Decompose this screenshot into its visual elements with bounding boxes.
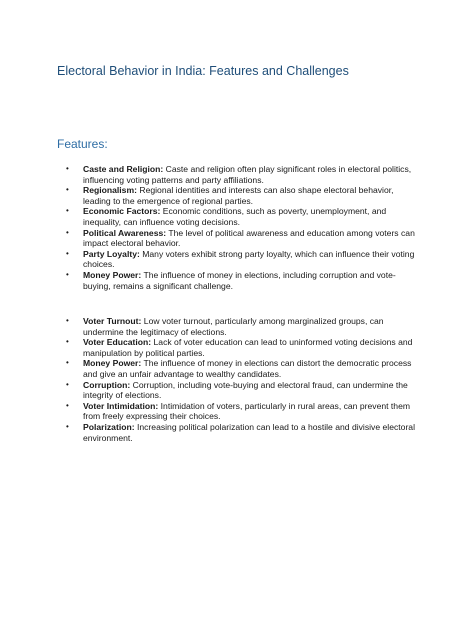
item-text: The influence of money in elections can distort the democratic process and give an unfair advantage to wealthy candidates. — [83, 358, 412, 379]
list-item — [66, 358, 416, 379]
item-text: Lack of voter education can lead to uninformed voting decisions and manipulation by political parties. — [83, 337, 413, 358]
item-term: Voter Education: — [83, 337, 152, 348]
list-item — [66, 337, 416, 358]
list-item — [66, 422, 416, 443]
bullet-icon: • — [66, 421, 69, 431]
item-term: Caste and Religion: — [83, 164, 164, 174]
challenges-list — [66, 316, 416, 443]
item-text: Caste and religion often play significant roles in electoral politics, influencing voting patterns and party affiliations. — [83, 164, 412, 185]
item-text: Low voter turnout, particularly among marginalized groups, can undermine the legitimacy of elections. — [83, 316, 384, 337]
item-text: The influence of money in elections, including corruption and vote-buying, remains a significant challenge. — [83, 269, 396, 291]
item-text: Many voters exhibit strong party loyalty, which can influence their voting choices. — [83, 248, 415, 270]
document-title: Electoral Behavior in India: Features and Challenges — [57, 64, 349, 78]
item-text: The level of political awareness and education among voters can impact electoral behavior. — [83, 227, 415, 249]
item-text: Corruption, including vote-buying and electoral fraud, can undermine the integrity of elections. — [83, 379, 408, 401]
list-item — [66, 270, 416, 291]
item-term: Political Awareness: — [83, 227, 167, 238]
bullet-icon: • — [66, 248, 69, 258]
bullet-icon: • — [66, 358, 69, 368]
list-item — [66, 401, 416, 422]
item-term: Voter Intimidation: — [83, 400, 159, 411]
list-item — [66, 185, 416, 206]
item-text: Economic conditions, such as poverty, unemployment, and inequality, can influence voting decisions. — [83, 206, 387, 227]
list-item — [66, 249, 416, 270]
bullet-icon: • — [66, 400, 69, 410]
bullet-icon: • — [66, 206, 69, 216]
bullet-icon: • — [66, 269, 69, 279]
bullet-icon: • — [66, 227, 69, 237]
item-term: Money Power: — [83, 269, 142, 280]
item-term: Voter Turnout: — [83, 316, 142, 326]
item-term: Polarization: — [83, 421, 135, 432]
list-item — [66, 206, 416, 227]
item-text: Regional identities and interests can also shape electoral behavior, leading to the emergence of regional parties. — [83, 185, 394, 206]
list-item — [66, 164, 416, 185]
list-item — [66, 316, 416, 337]
bullet-icon: • — [66, 164, 69, 173]
item-text: Intimidation of voters, particularly in rural areas, can prevent them from freely expressing their choices. — [83, 400, 411, 422]
item-term: Corruption: — [83, 379, 131, 390]
bullet-icon: • — [66, 379, 69, 389]
features-list — [66, 164, 416, 291]
bullet-icon: • — [66, 316, 69, 325]
list-item — [66, 228, 416, 249]
bullet-icon: • — [66, 337, 69, 347]
item-term: Party Loyalty: — [83, 248, 140, 259]
bullet-icon: • — [66, 185, 69, 195]
item-text: Increasing political polarization can lead to a hostile and divisive electoral environment. — [83, 421, 415, 443]
list-item — [66, 380, 416, 401]
item-term: Economic Factors: — [83, 206, 161, 217]
item-term: Regionalism: — [83, 185, 137, 196]
item-term: Money Power: — [83, 358, 142, 369]
features-heading: Features: — [57, 137, 108, 151]
